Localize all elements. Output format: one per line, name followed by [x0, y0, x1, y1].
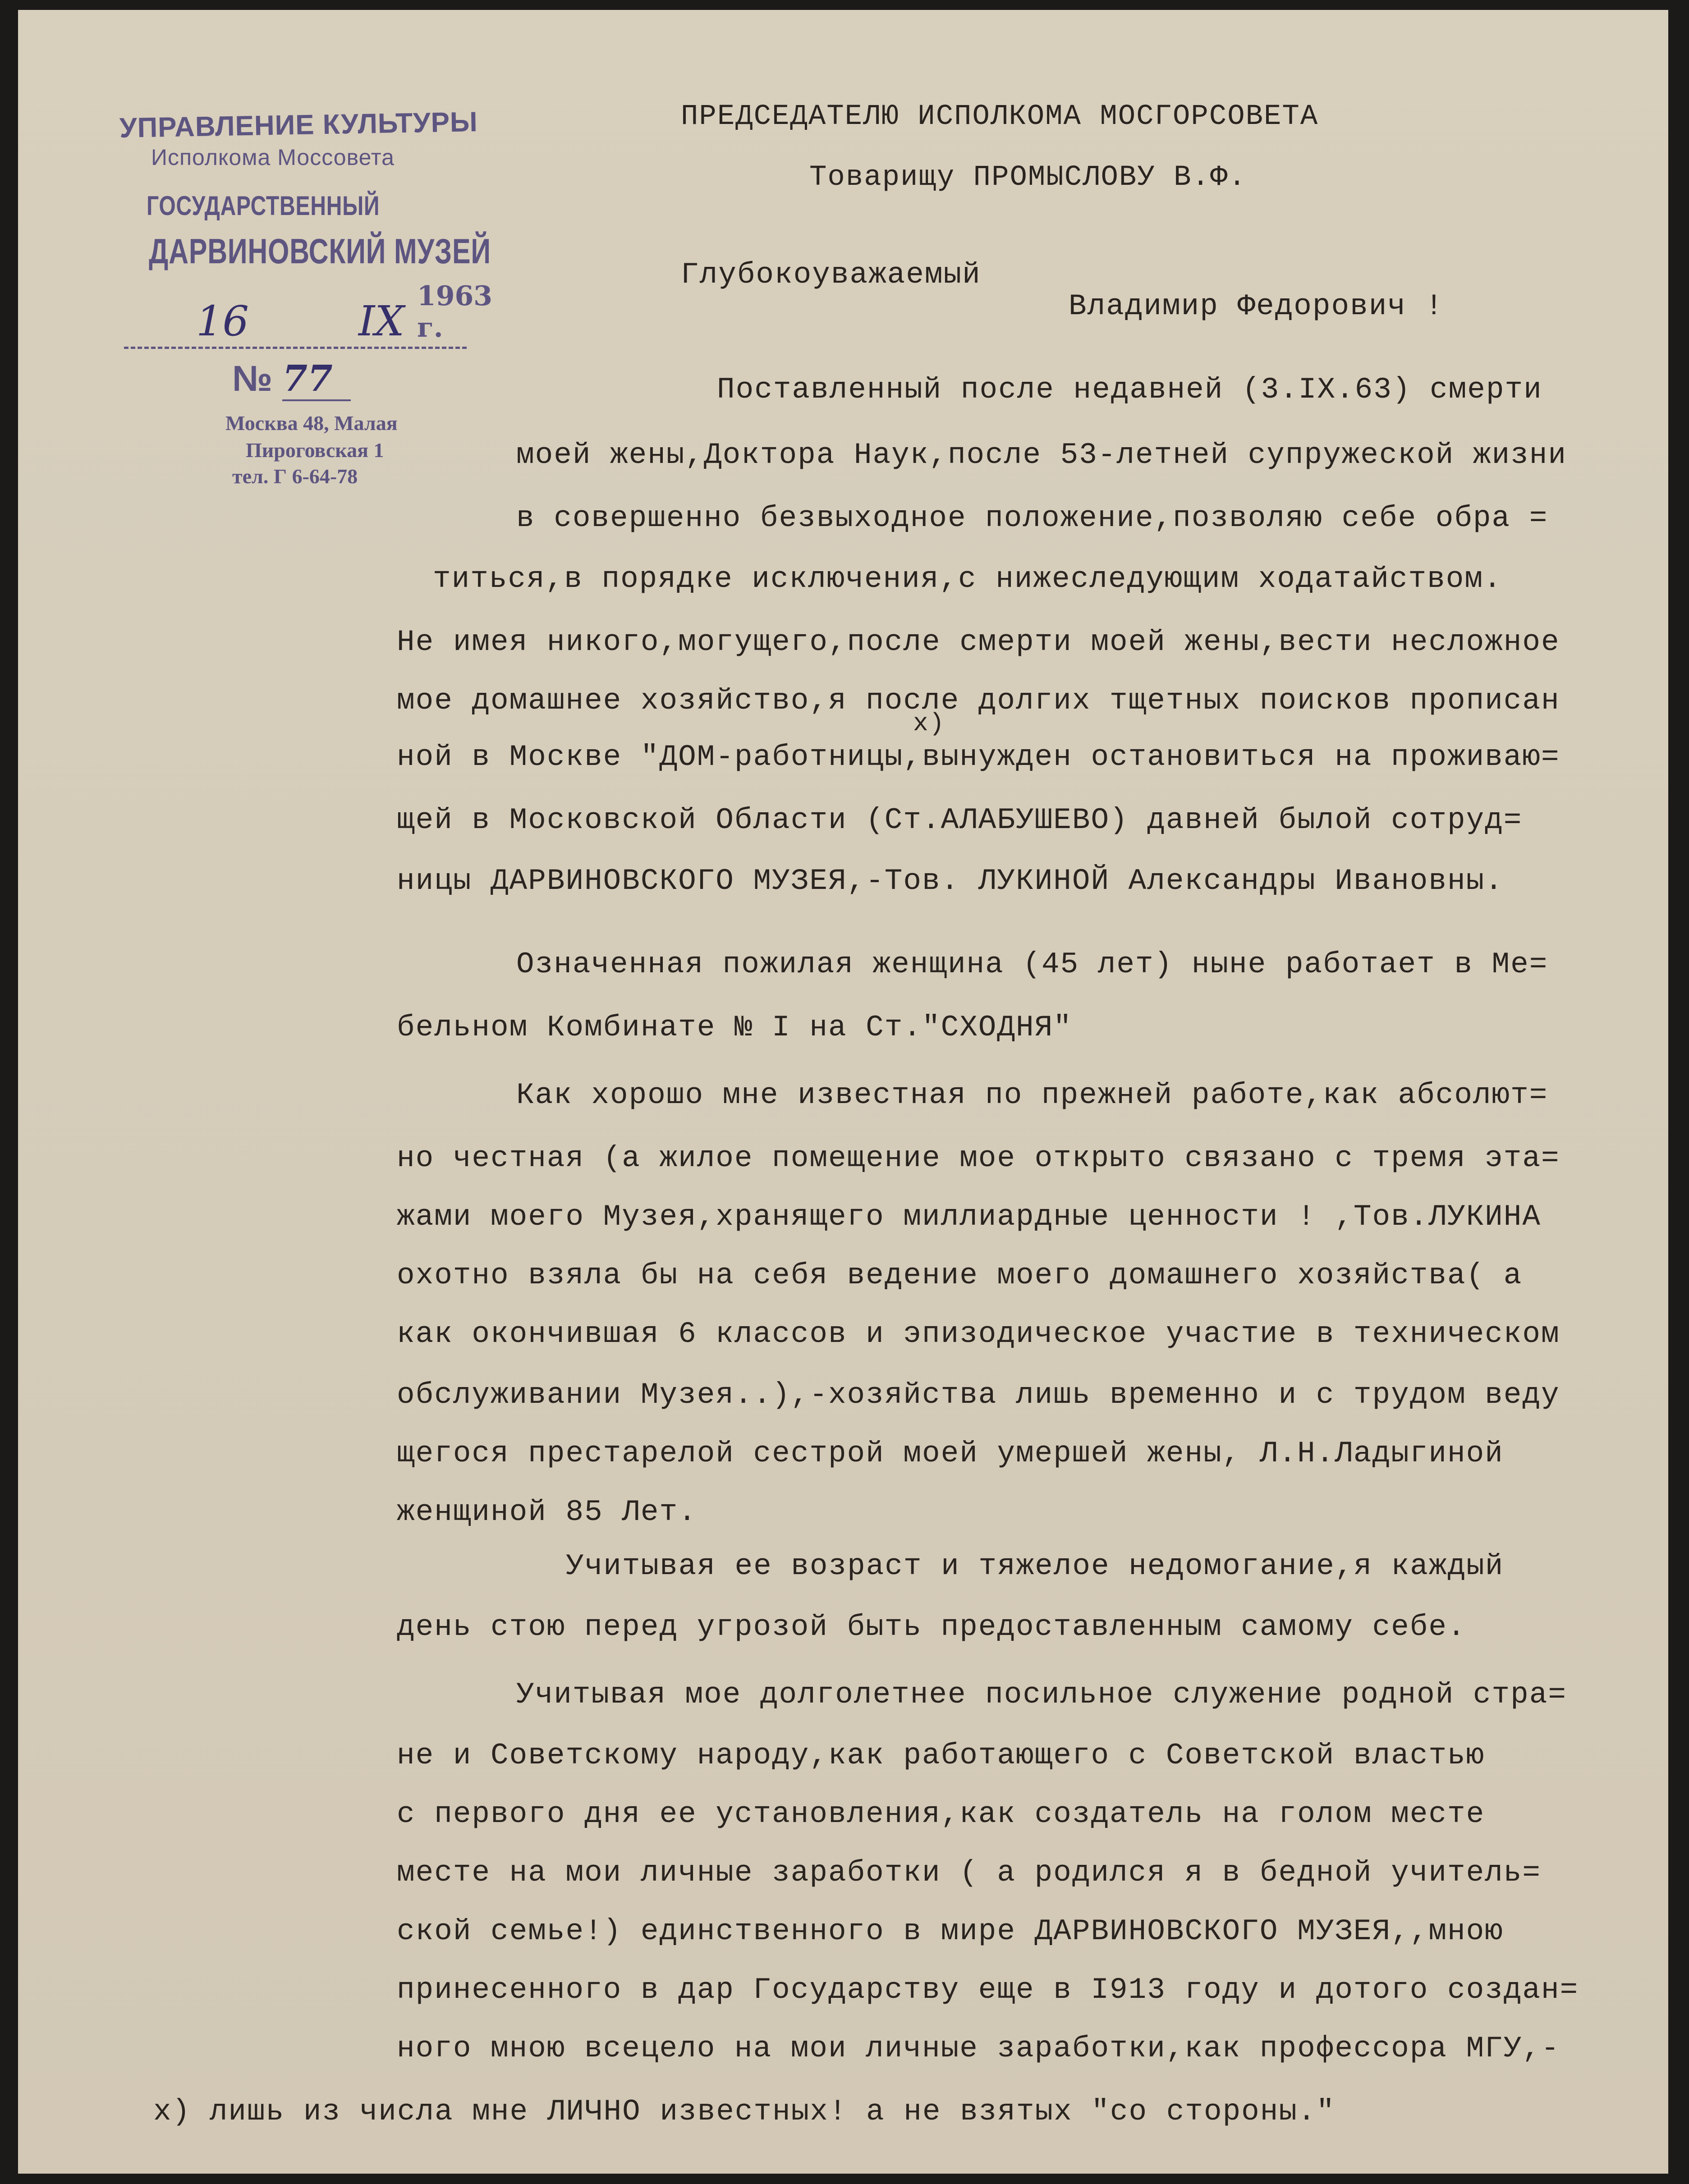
stamp-number — [232, 357, 351, 399]
footnote: x) лишь из числа мне ЛИЧНО известных! а не взятых "со стороны." — [153, 2095, 1336, 2129]
body-line-18: щегося престарелой сестрой моей умершей жены, Л.Н.Ладыгиной — [397, 1437, 1504, 1470]
body-line-7: ной в Москве "ДОМ-работницы,вынужден остановиться на проживаю= — [397, 740, 1560, 774]
museum-stamp — [97, 96, 503, 488]
body-line-6: мое домашнее хозяйство,я после долгих тщетных поисков прописан — [397, 684, 1560, 718]
stamp-date-line — [124, 347, 467, 349]
body-line-9: ницы ДАРВИНОВСКОГО МУЗЕЯ,-Тов. ЛУКИНОЙ Александры Ивановны. — [397, 864, 1504, 898]
body-line-11: бельном Комбинате № I на Ст."СХОДНЯ" — [397, 1011, 1072, 1044]
body-line-12: Как хорошо мне известная по прежней работе,как абсолют= — [516, 1078, 1548, 1112]
body-line-3: в совершенно безвыходное положение,позволяю себе обра = — [516, 501, 1548, 535]
body-line-1: Поставленный после недавней (3.IX.63) смерти — [717, 373, 1542, 407]
salutation-line1: Глубокоуважаемый — [681, 258, 981, 292]
stamp-number-prefix: № — [232, 358, 273, 398]
body-line-5: Не имея никого,могущего,после смерти моей жены,вести несложное — [397, 625, 1560, 659]
body-line-2: моей жены,Доктора Наук,после 53-летней супружеской жизни — [516, 438, 1567, 472]
stamp-date-day: 16 — [196, 297, 249, 345]
body-line-26: ской семье!) единственного в мире ДАРВИНОВСКОГО МУЗЕЯ,,мною — [397, 1914, 1504, 1948]
stamp-date — [124, 280, 498, 357]
header-addressee-name: Товарищу ПРОМЫСЛОВУ В.Ф. — [809, 161, 1247, 194]
body-line-24: с первого дня ее установления,как создатель на голом месте — [397, 1797, 1485, 1831]
stamp-address-line2: Пироговская 1 — [246, 439, 384, 462]
body-line-20: Учитывая ее возраст и тяжелое недомогание,я каждый — [566, 1549, 1504, 1583]
document-page — [18, 10, 1668, 2174]
body-line-28: ного мною всецело на мои личные заработки,как профессора МГУ,- — [397, 2032, 1560, 2065]
header-addressee: ПРЕДСЕДАТЕЛЮ ИСПОЛКОМА МОСГОРСОВЕТА — [681, 101, 1319, 133]
footnote-marker: x) — [913, 709, 945, 738]
stamp-date-month: IX — [358, 297, 404, 345]
stamp-line-museum: ДАРВИНОВСКИЙ МУЗЕЙ — [149, 231, 491, 271]
body-line-23: не и Советскому народу,как работающего с Советской властью — [397, 1739, 1485, 1772]
body-line-8: щей в Московской Области (Ст.АЛАБУШЕВО) давней былой сотруд= — [397, 803, 1523, 837]
body-line-19: женщиной 85 Лет. — [397, 1495, 697, 1529]
body-line-13: но честная (а жилое помещение мое открыто связано с тремя эта= — [397, 1141, 1560, 1175]
stamp-line-state: ГОСУДАРСТВЕННЫЙ — [147, 191, 380, 221]
stamp-address-line1: Москва 48, Малая — [225, 412, 398, 435]
body-line-15: охотно взяла бы на себя ведение моего домашнего хозяйства( а — [397, 1259, 1523, 1292]
stamp-address-line3: тел. Г 6-64-78 — [232, 465, 358, 488]
body-line-10: Означенная пожилая женщина (45 лет) ныне работает в Ме= — [516, 948, 1548, 981]
body-line-25: месте на мои личные заработки ( а родился я в бедной учитель= — [397, 1856, 1541, 1890]
body-line-17: обслуживании Музея..),-хозяйства лишь временно и с трудом веду — [397, 1378, 1560, 1412]
stamp-line-executive: Исполкома Моссовета — [151, 145, 395, 170]
salutation-line2: Владимир Федорович ! — [1069, 289, 1444, 323]
body-line-16: как окончившая 6 классов и эпизодическое участие в техническом — [397, 1317, 1560, 1351]
stamp-number-value: 77 — [282, 357, 350, 401]
body-line-21: день стою перед угрозой быть предоставленным самому себе. — [397, 1610, 1466, 1644]
stamp-line-department: УПРАВЛЕНИЕ КУЛЬТУРЫ — [119, 106, 478, 144]
body-line-14: жами моего Музея,хранящего миллиардные ценности ! ,Тов.ЛУКИНА — [397, 1200, 1541, 1234]
body-line-27: принесенного в дар Государству еще в I913 году и дотого создан= — [397, 1973, 1579, 2007]
body-line-4: титься,в порядке исключения,с нижеследующим ходатайством. — [433, 562, 1502, 596]
stamp-date-year: 1963 г. — [417, 280, 492, 343]
body-line-22: Учитывая мое долголетнее посильное служение родной стра= — [516, 1678, 1567, 1712]
